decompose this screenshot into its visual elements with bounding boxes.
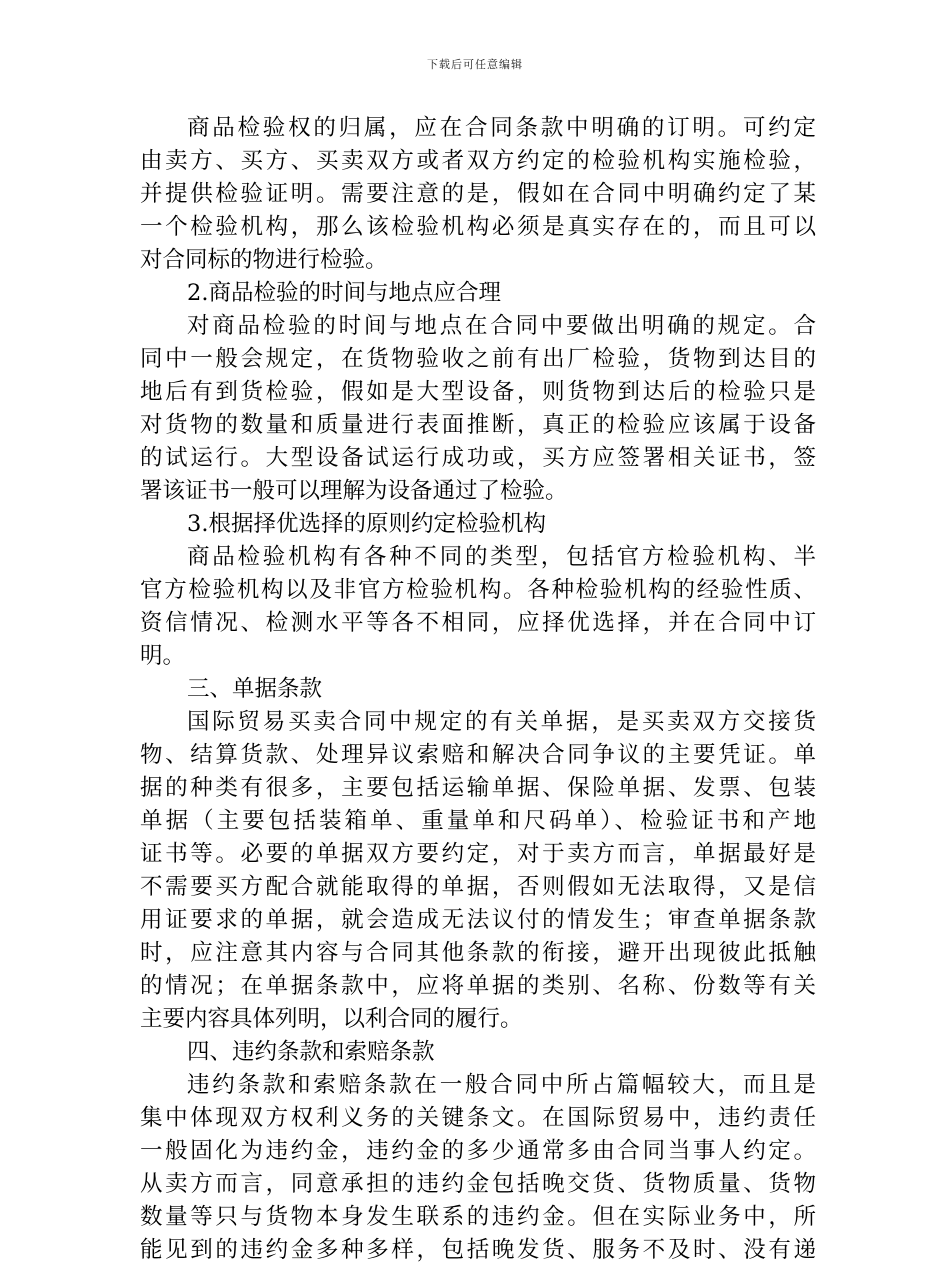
paragraph-line: 对商品检验的时间与地点在合同中要做出明确的规定。合 — [187, 313, 816, 339]
paragraph-line: 资信情况、检测水平等各不相同，应择优选择，并在合同中订 — [140, 610, 816, 636]
paragraph-line: 一个检验机构，那么该检验机构必须是真实存在的，而且可以 — [140, 214, 816, 240]
paragraph-line: 商品检验机构有各种不同的类型，包括官方检验机构、半 — [187, 544, 816, 570]
paragraph-line: 国际贸易买卖合同中规定的有关单据，是买卖双方交接货 — [187, 709, 816, 735]
paragraph-line: 单据（主要包括装箱单、重量单和尺码单）、检验证书和产地 — [140, 808, 816, 834]
section-heading: 3.根据择优选择的原则约定检验机构 — [187, 511, 546, 537]
document-body — [140, 112, 816, 1267]
paragraph-line: 的情况；在单据条款中，应将单据的类别、名称、份数等有关 — [140, 973, 816, 999]
paragraph-line: 地后有到货检验，假如是大型设备，则货物到达后的检验只是 — [140, 379, 816, 405]
paragraph-line: 同中一般会规定，在货物验收之前有出厂检验，货物到达目的 — [140, 346, 816, 372]
paragraph-line: 集中体现双方权利义务的关键条文。在国际贸易中，违约责任 — [140, 1105, 816, 1131]
paragraph-line: 商品检验权的归属，应在合同条款中明确的订明。可约定 — [187, 115, 816, 141]
paragraph-line: 从卖方而言，同意承担的违约金包括晚交货、货物质量、货物 — [140, 1171, 816, 1197]
paragraph-line: 并提供检验证明。需要注意的是，假如在合同中明确约定了某 — [140, 181, 816, 207]
paragraph-line: 能见到的违约金多种多样，包括晚发货、服务不及时、没有递 — [140, 1237, 816, 1263]
paragraph-line: 署该证书一般可以理解为设备通过了检验。 — [140, 478, 568, 504]
paragraph-line: 时，应注意其内容与合同其他条款的衔接，避开出现彼此抵触 — [140, 940, 816, 966]
paragraph-line: 由卖方、买方、买卖双方或者双方约定的检验机构实施检验， — [140, 148, 816, 174]
section-heading: 四、违约条款和索赔条款 — [187, 1039, 435, 1065]
paragraph-line: 据的种类有很多，主要包括运输单据、保险单据、发票、包装 — [140, 775, 816, 801]
paragraph-line: 物、结算货款、处理异议索赔和解决合同争议的主要凭证。单 — [140, 742, 816, 768]
paragraph-line: 数量等只与货物本身发生联系的违约金。但在实际业务中，所 — [140, 1204, 816, 1230]
paragraph-line: 主要内容具体列明，以利合同的履行。 — [140, 1006, 523, 1032]
paragraph-line: 的试运行。大型设备试运行成功或，买方应签署相关证书，签 — [140, 445, 816, 471]
paragraph-line: 证书等。必要的单据双方要约定，对于卖方而言，单据最好是 — [140, 841, 816, 867]
section-heading: 2.商品检验的时间与地点应合理 — [187, 280, 501, 306]
paragraph-line: 对合同标的物进行检验。 — [140, 247, 388, 273]
paragraph-line: 用证要求的单据，就会造成无法议付的情发生；审查单据条款 — [140, 907, 816, 933]
paragraph-line: 违约条款和索赔条款在一般合同中所占篇幅较大，而且是 — [187, 1072, 816, 1098]
paragraph-line: 对货物的数量和质量进行表面推断，真正的检验应该属于设备 — [140, 412, 816, 438]
paragraph-line: 一般固化为违约金，违约金的多少通常多由合同当事人约定。 — [140, 1138, 816, 1164]
paragraph-line: 不需要买方配合就能取得的单据，否则假如无法取得，又是信 — [140, 874, 816, 900]
section-heading: 三、单据条款 — [187, 676, 323, 702]
paragraph-line: 明。 — [140, 643, 186, 669]
paragraph-line: 官方检验机构以及非官方检验机构。各种检验机构的经验性质、 — [140, 577, 816, 603]
page-header: 下载后可任意编辑 — [427, 58, 523, 71]
